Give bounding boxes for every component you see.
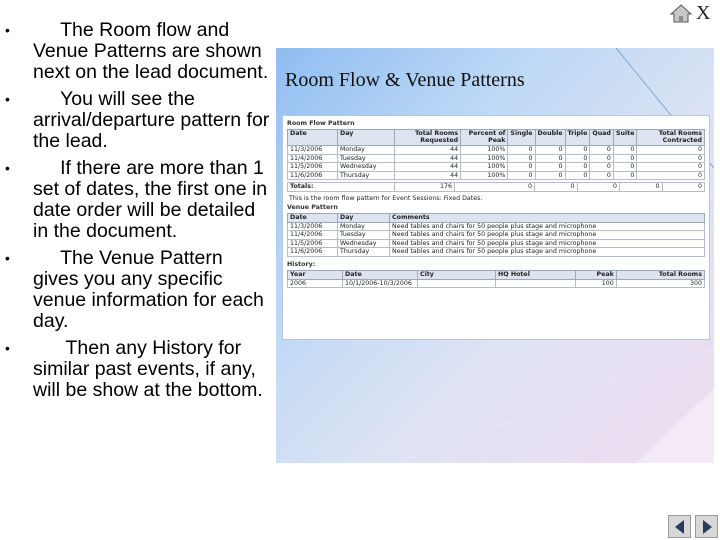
table-cell: Need tables and chairs for 50 people plus stage and microphone [390, 231, 705, 240]
table-cell: Need tables and chairs for 50 people plus stage and microphone [390, 222, 705, 231]
table-cell: 0 [613, 163, 636, 172]
table-cell: 11/3/2006 [288, 222, 338, 231]
column-header: Triple [565, 130, 590, 146]
bullet-text: Then any History for similar past events, if any, will be show at the bottom. [33, 337, 263, 401]
table-cell: 0 [565, 171, 590, 180]
table-cell: 0 [620, 183, 663, 192]
table-cell: 0 [637, 171, 705, 180]
table-header-row [288, 270, 705, 279]
table-cell: 11/4/2006 [288, 154, 338, 163]
table-cell: 0 [565, 146, 590, 155]
venue-pattern-table [287, 213, 705, 257]
table-cell: Need tables and chairs for 50 people plus stage and microphone [390, 248, 705, 257]
lead-document-screenshot [282, 115, 710, 340]
table-row [288, 222, 705, 231]
room-flow-title: Room Flow Pattern [287, 120, 355, 127]
bullet-text: If there are more than 1 set of dates, the first one in date order will be detailed in the document. [33, 157, 273, 242]
table-cell: 0 [590, 154, 614, 163]
table-cell: 11/5/2006 [288, 163, 338, 172]
column-header: Peak [576, 270, 617, 279]
table-cell: 11/6/2006 [288, 248, 338, 257]
room-flow-note: This is the room flow pattern for Event Sessions: Fixed Dates. [289, 194, 483, 202]
bullet-text: The Room flow and Venue Patterns are shown next on the lead document. [33, 19, 269, 83]
table-cell [496, 279, 576, 288]
totals-label: Totals: [288, 183, 395, 192]
table-row [288, 171, 705, 180]
table-cell: 176 [395, 183, 455, 192]
table-cell: 0 [637, 146, 705, 155]
bullet-list [0, 19, 275, 407]
bullet-item [0, 248, 270, 332]
table-cell: 0 [535, 183, 578, 192]
column-header: Total Rooms Requested [395, 130, 461, 146]
exit-control[interactable] [670, 2, 720, 24]
exit-button[interactable]: X [696, 1, 711, 24]
column-header: Single [508, 130, 535, 146]
table-cell: Wednesday [338, 239, 390, 248]
table-cell: 44 [395, 163, 461, 172]
history-table [287, 270, 705, 289]
table-cell: 11/4/2006 [288, 231, 338, 240]
table-cell: 0 [613, 146, 636, 155]
home-icon[interactable] [670, 3, 692, 23]
table-cell: 0 [508, 171, 535, 180]
table-row [288, 248, 705, 257]
bullet-text: You will see the arrival/departure pattern for the lead. [33, 88, 275, 152]
bullet-marker: • [5, 340, 10, 356]
column-header: Date [288, 213, 338, 222]
table-cell: 0 [637, 163, 705, 172]
table-cell: 0 [565, 154, 590, 163]
table-cell: 100% [461, 171, 508, 180]
table-cell: Thursday [338, 248, 390, 257]
venue-pattern-title: Venue Pattern [287, 203, 338, 211]
room-flow-totals [287, 182, 705, 192]
column-header: Date [288, 130, 338, 146]
table-cell: Tuesday [338, 154, 395, 163]
history-title: History: [287, 260, 316, 268]
column-header: Quad [590, 130, 614, 146]
column-header: Suite [613, 130, 636, 146]
column-header: Double [535, 130, 565, 146]
column-header: HQ Hotel [496, 270, 576, 279]
arrow-left-icon [672, 519, 688, 535]
table-header-row [288, 130, 705, 146]
table-cell: 11/5/2006 [288, 239, 338, 248]
table-cell: 0 [637, 154, 705, 163]
table-cell: 44 [395, 171, 461, 180]
bullet-item [0, 20, 270, 83]
bullet-marker: • [5, 160, 10, 176]
totals-row [288, 183, 705, 192]
table-cell: 0 [613, 171, 636, 180]
table-row [288, 146, 705, 155]
table-cell: Monday [338, 222, 390, 231]
column-header: Comments [390, 213, 705, 222]
table-row [288, 231, 705, 240]
table-cell: 0 [535, 154, 565, 163]
bullet-marker: • [5, 91, 10, 107]
table-row [288, 163, 705, 172]
table-cell: 0 [508, 163, 535, 172]
table-cell: 11/3/2006 [288, 146, 338, 155]
table-cell: 2006 [288, 279, 343, 288]
table-cell: 0 [508, 146, 535, 155]
table-cell: 100 [576, 279, 617, 288]
table-cell: 0 [590, 146, 614, 155]
panel-title: Room Flow & Venue Patterns [285, 69, 525, 91]
table-cell: 0 [535, 146, 565, 155]
column-header: Date [343, 270, 418, 279]
column-header: Day [338, 213, 390, 222]
table-cell: 0 [535, 171, 565, 180]
slide-image-panel [276, 48, 714, 463]
arrow-right-icon [699, 519, 715, 535]
table-cell: 100% [461, 146, 508, 155]
table-cell: 0 [590, 163, 614, 172]
table-cell: 300 [616, 279, 704, 288]
bullet-item [0, 88, 275, 152]
table-cell: 0 [565, 163, 590, 172]
column-header: Year [288, 270, 343, 279]
table-cell: 0 [535, 163, 565, 172]
table-cell: 10/1/2006-10/3/2006 [343, 279, 418, 288]
column-header: Total Rooms [616, 270, 704, 279]
table-cell: Wednesday [338, 163, 395, 172]
table-cell [418, 279, 496, 288]
table-cell: 0 [455, 183, 535, 192]
column-header: Day [338, 130, 395, 146]
previous-slide-button[interactable] [668, 515, 691, 538]
bullet-marker: • [5, 22, 10, 38]
table-cell: Tuesday [338, 231, 390, 240]
table-cell: 0 [577, 183, 620, 192]
bullet-text: The Venue Pattern gives you any specific venue information for each day. [33, 247, 270, 332]
table-cell: 100% [461, 154, 508, 163]
bullet-marker: • [5, 250, 10, 266]
table-row [288, 154, 705, 163]
bullet-item [0, 157, 273, 242]
table-header-row [288, 213, 705, 222]
next-slide-button[interactable] [695, 515, 718, 538]
table-cell: Thursday [338, 171, 395, 180]
table-cell: 0 [508, 154, 535, 163]
column-header: Percent of Peak [461, 130, 508, 146]
table-cell: Need tables and chairs for 50 people plus stage and microphone [390, 239, 705, 248]
table-cell: 0 [613, 154, 636, 163]
table-cell: 44 [395, 146, 461, 155]
table-cell: 0 [662, 183, 705, 192]
table-cell: 11/6/2006 [288, 171, 338, 180]
column-header: City [418, 270, 496, 279]
table-cell: 0 [590, 171, 614, 180]
room-flow-table [287, 129, 705, 180]
table-cell: 44 [395, 154, 461, 163]
table-row [288, 279, 705, 288]
table-row [288, 239, 705, 248]
column-header: Total Rooms Contracted [637, 130, 705, 146]
bullet-item [0, 338, 270, 401]
table-cell: Monday [338, 146, 395, 155]
table-cell: 100% [461, 163, 508, 172]
